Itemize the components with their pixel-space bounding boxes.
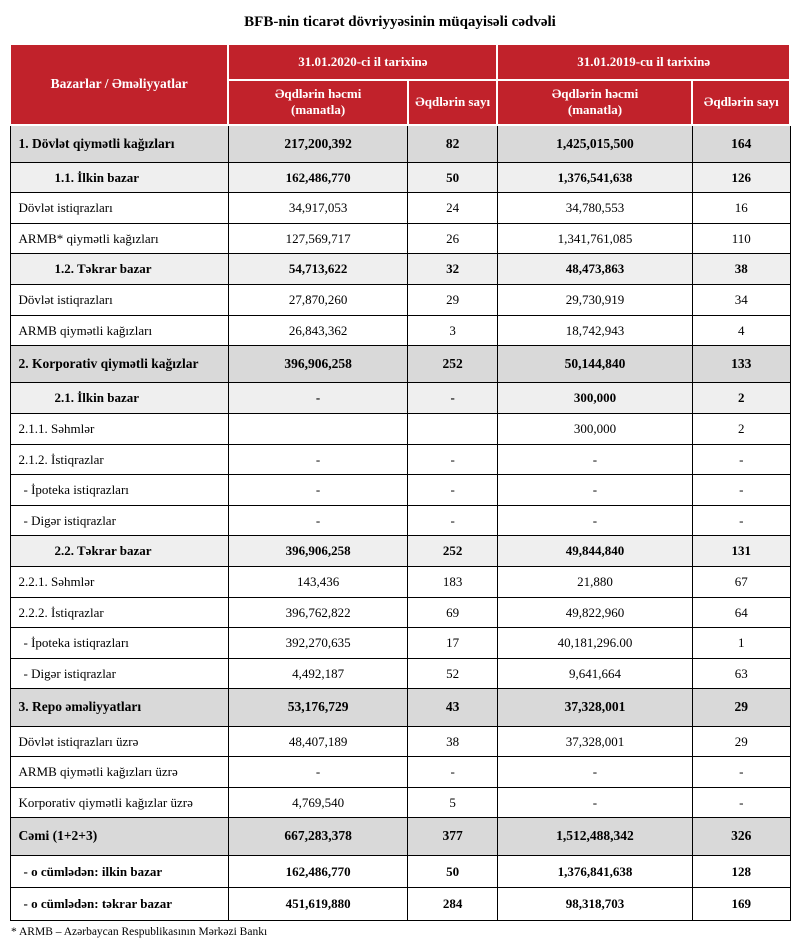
- row-value: 377: [408, 818, 498, 855]
- row-value: 127,569,717: [228, 223, 407, 254]
- row-value: 37,328,001: [497, 689, 692, 726]
- row-value: 34,917,053: [228, 193, 407, 224]
- row-value: 24: [408, 193, 498, 224]
- row-value: 49,844,840: [497, 536, 692, 567]
- table-header-row-groups: [10, 44, 790, 80]
- row-value: 2: [692, 383, 790, 414]
- row-value: 1,376,841,638: [497, 855, 692, 888]
- table-row: [10, 315, 790, 346]
- row-value: 53,176,729: [228, 689, 407, 726]
- row-value: 43: [408, 689, 498, 726]
- row-value: 4,492,187: [228, 658, 407, 689]
- table-row: [10, 536, 790, 567]
- row-value: 50,144,840: [497, 346, 692, 383]
- table-row: [10, 726, 790, 757]
- row-value: -: [408, 475, 498, 506]
- row-label: 2.2. Təkrar bazar: [10, 536, 228, 567]
- row-value: 217,200,392: [228, 125, 407, 163]
- row-value: 143,436: [228, 567, 407, 598]
- table-row: [10, 689, 790, 726]
- row-value: 34,780,553: [497, 193, 692, 224]
- row-value: -: [408, 444, 498, 475]
- table-subheader-count-2019: Əqdlərin sayı: [692, 80, 790, 125]
- row-value: -: [497, 475, 692, 506]
- row-value: 54,713,622: [228, 254, 407, 285]
- row-label: 1.2. Təkrar bazar: [10, 254, 228, 285]
- row-value: 162,486,770: [228, 855, 407, 888]
- table-header-group-2019: 31.01.2019-cu il tarixinə: [497, 44, 790, 80]
- row-value: -: [228, 475, 407, 506]
- row-label: Korporativ qiymətli kağızlar üzrə: [10, 787, 228, 818]
- row-value: 667,283,378: [228, 818, 407, 855]
- row-value: 67: [692, 567, 790, 598]
- table-row: [10, 125, 790, 163]
- row-value: -: [692, 475, 790, 506]
- table-subheader-volume-2019: Əqdlərin həcmi (manatla): [497, 80, 692, 125]
- row-value: 16: [692, 193, 790, 224]
- row-value: 32: [408, 254, 498, 285]
- row-value: 26,843,362: [228, 315, 407, 346]
- row-label: 3. Repo əməliyyatları: [10, 689, 228, 726]
- row-value: 37,328,001: [497, 726, 692, 757]
- table-row: [10, 787, 790, 818]
- row-value: 38: [408, 726, 498, 757]
- row-value: 164: [692, 125, 790, 163]
- row-value: 396,906,258: [228, 536, 407, 567]
- table-subheader-count-2020: Əqdlərin sayı: [408, 80, 498, 125]
- row-value: 133: [692, 346, 790, 383]
- table-header: [10, 44, 790, 125]
- row-value: 162,486,770: [228, 162, 407, 193]
- row-label: 1.1. İlkin bazar: [10, 162, 228, 193]
- row-value: 1,425,015,500: [497, 125, 692, 163]
- table-row: [10, 855, 790, 888]
- row-value: 126: [692, 162, 790, 193]
- row-value: -: [408, 383, 498, 414]
- row-value: -: [692, 444, 790, 475]
- row-value: 396,906,258: [228, 346, 407, 383]
- table-row: [10, 444, 790, 475]
- row-value: 252: [408, 536, 498, 567]
- row-value: -: [497, 444, 692, 475]
- row-value: 169: [692, 888, 790, 921]
- table-row: [10, 162, 790, 193]
- row-value: 63: [692, 658, 790, 689]
- row-value: [228, 414, 407, 445]
- row-label: Dövlət istiqrazları üzrə: [10, 726, 228, 757]
- row-label: - o cümlədən: ilkin bazar: [10, 855, 228, 888]
- row-value: 1,512,488,342: [497, 818, 692, 855]
- row-value: -: [408, 505, 498, 536]
- row-value: 252: [408, 346, 498, 383]
- row-label: 2.1.2. İstiqrazlar: [10, 444, 228, 475]
- table-row: [10, 475, 790, 506]
- row-value: 29: [408, 285, 498, 316]
- row-value: 3: [408, 315, 498, 346]
- row-value: 27,870,260: [228, 285, 407, 316]
- row-value: -: [692, 757, 790, 788]
- table-row: [10, 285, 790, 316]
- row-value: 29,730,919: [497, 285, 692, 316]
- table-row: [10, 383, 790, 414]
- row-label: Dövlət istiqrazları: [10, 285, 228, 316]
- row-value: 110: [692, 223, 790, 254]
- comparison-table: [9, 43, 791, 921]
- row-value: 52: [408, 658, 498, 689]
- row-value: 183: [408, 567, 498, 598]
- row-value: -: [692, 505, 790, 536]
- row-value: 392,270,635: [228, 628, 407, 659]
- row-label: - İpoteka istiqrazları: [10, 475, 228, 506]
- row-value: 17: [408, 628, 498, 659]
- row-value: 131: [692, 536, 790, 567]
- row-value: 300,000: [497, 414, 692, 445]
- table-subheader-volume-2020: Əqdlərin həcmi (manatla): [228, 80, 407, 125]
- table-row: [10, 414, 790, 445]
- row-value: 451,619,880: [228, 888, 407, 921]
- row-value: 29: [692, 726, 790, 757]
- table-row: [10, 346, 790, 383]
- row-value: -: [228, 505, 407, 536]
- row-label: - Digər istiqrazlar: [10, 658, 228, 689]
- row-value: 2: [692, 414, 790, 445]
- row-value: -: [692, 787, 790, 818]
- row-value: -: [497, 505, 692, 536]
- table-row: [10, 254, 790, 285]
- table-header-corner: Bazarlar / Əməliyyatlar: [10, 44, 228, 125]
- row-value: [408, 414, 498, 445]
- row-label: Cəmi (1+2+3): [10, 818, 228, 855]
- row-value: 1,341,761,085: [497, 223, 692, 254]
- row-value: 396,762,822: [228, 597, 407, 628]
- row-value: 34: [692, 285, 790, 316]
- row-label: - Digər istiqrazlar: [10, 505, 228, 536]
- row-value: 4: [692, 315, 790, 346]
- table-row: [10, 505, 790, 536]
- row-value: 18,742,943: [497, 315, 692, 346]
- table-row: [10, 597, 790, 628]
- row-label: 2.1.1. Səhmlər: [10, 414, 228, 445]
- row-value: 128: [692, 855, 790, 888]
- row-value: 5: [408, 787, 498, 818]
- row-value: 326: [692, 818, 790, 855]
- row-value: 98,318,703: [497, 888, 692, 921]
- footnote: * ARMB – Azərbaycan Respublikasının Mərkəzi Bankı: [11, 925, 268, 938]
- row-label: 2.1. İlkin bazar: [10, 383, 228, 414]
- row-value: 9,641,664: [497, 658, 692, 689]
- row-value: -: [408, 757, 498, 788]
- row-label: 2. Korporativ qiymətli kağızlar: [10, 346, 228, 383]
- row-value: 48,407,189: [228, 726, 407, 757]
- row-value: 49,822,960: [497, 597, 692, 628]
- table-body: [10, 125, 790, 921]
- table-row: [10, 223, 790, 254]
- row-value: -: [228, 757, 407, 788]
- table-row: [10, 658, 790, 689]
- row-label: 2.2.2. İstiqrazlar: [10, 597, 228, 628]
- row-value: 64: [692, 597, 790, 628]
- table-header-group-2020: 31.01.2020-ci il tarixinə: [228, 44, 497, 80]
- row-value: 82: [408, 125, 498, 163]
- row-label: ARMB qiymətli kağızları: [10, 315, 228, 346]
- row-value: 4,769,540: [228, 787, 407, 818]
- row-value: -: [228, 383, 407, 414]
- row-label: ARMB qiymətli kağızları üzrə: [10, 757, 228, 788]
- table-row: [10, 757, 790, 788]
- row-value: -: [497, 787, 692, 818]
- row-label: - o cümlədən: təkrar bazar: [10, 888, 228, 921]
- row-value: 284: [408, 888, 498, 921]
- row-value: 69: [408, 597, 498, 628]
- table-row: [10, 628, 790, 659]
- page-title: BFB-nin ticarət dövriyyəsinin müqayisəli cədvəli: [244, 14, 556, 30]
- table-row: [10, 888, 790, 921]
- row-value: -: [497, 757, 692, 788]
- row-value: -: [228, 444, 407, 475]
- row-value: 48,473,863: [497, 254, 692, 285]
- table-row: [10, 818, 790, 855]
- row-value: 1,376,541,638: [497, 162, 692, 193]
- row-value: 26: [408, 223, 498, 254]
- row-label: - İpoteka istiqrazları: [10, 628, 228, 659]
- row-label: ARMB* qiymətli kağızları: [10, 223, 228, 254]
- row-value: 1: [692, 628, 790, 659]
- row-value: 50: [408, 855, 498, 888]
- table-row: [10, 567, 790, 598]
- row-label: Dövlət istiqrazları: [10, 193, 228, 224]
- row-label: 1. Dövlət qiymətli kağızları: [10, 125, 228, 163]
- row-value: 50: [408, 162, 498, 193]
- table-row: [10, 193, 790, 224]
- row-value: 38: [692, 254, 790, 285]
- row-label: 2.2.1. Səhmlər: [10, 567, 228, 598]
- row-value: 300,000: [497, 383, 692, 414]
- row-value: 21,880: [497, 567, 692, 598]
- row-value: 29: [692, 689, 790, 726]
- row-value: 40,181,296.00: [497, 628, 692, 659]
